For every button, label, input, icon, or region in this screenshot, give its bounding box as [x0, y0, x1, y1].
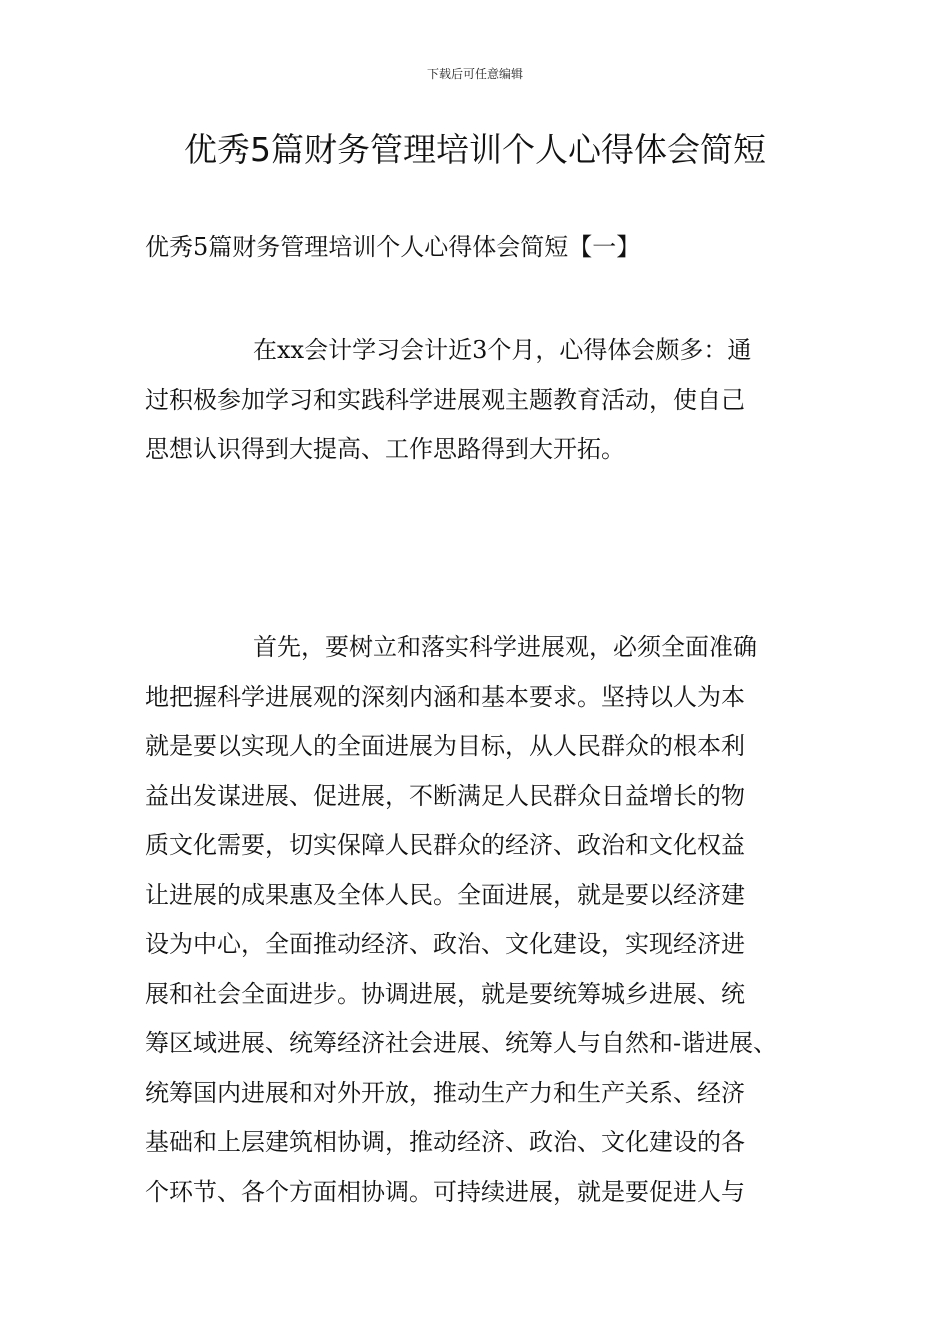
- paragraph-intro: [145, 326, 751, 475]
- paragraph-line: 基础和上层建筑相协调，推动经济、政治、文化建设的各: [145, 1128, 745, 1156]
- paragraph-line: 质文化需要，切实保障人民群众的经济、政治和文化权益: [145, 831, 745, 859]
- paragraph-line: 个环节、各个方面相协调。可持续进展，就是要促进人与: [145, 1177, 745, 1206]
- paragraph-line: 设为中心，全面推动经济、政治、文化建设，实现经济进: [145, 930, 745, 958]
- document-title: 优秀5篇财务管理培训个人心得体会简短: [184, 130, 766, 169]
- paragraph-line: 就是要以实现人的全面进展为目标，从人民群众的根本利: [145, 732, 745, 760]
- page-header-note: 下载后可任意编辑: [426, 67, 523, 81]
- paragraph-line: 地把握科学进展观的深刻内涵和基本要求。坚持以人为本: [145, 682, 745, 711]
- section-heading: 优秀5篇财务管理培训个人心得体会简短【一】: [145, 233, 641, 261]
- paragraph-first-point: [145, 623, 777, 1217]
- paragraph-line: 展和社会全面进步。协调进展，就是要统筹城乡进展、统: [145, 979, 745, 1008]
- paragraph-line: 首先，要树立和落实科学进展观，必须全面准确: [253, 633, 757, 661]
- paragraph-line: 筹区域进展、统筹经济社会进展、统筹人与自然和-谐进展、: [145, 1029, 778, 1057]
- paragraph-line: 在xx会计学习会计近3个月，心得体会颇多：通: [253, 336, 752, 364]
- paragraph-line: 统筹国内进展和对外开放，推动生产力和生产关系、经济: [145, 1078, 745, 1107]
- paragraph-line: 让进展的成果惠及全体人民。全面进展，就是要以经济建: [145, 880, 745, 909]
- paragraph-line: 益出发谋进展、促进展，不断满足人民群众日益增长的物: [145, 781, 745, 810]
- paragraph-line: 思想认识得到大提高、工作思路得到大开拓。: [145, 435, 625, 463]
- paragraph-line: 过积极参加学习和实践科学进展观主题教育活动，使自己: [145, 385, 745, 414]
